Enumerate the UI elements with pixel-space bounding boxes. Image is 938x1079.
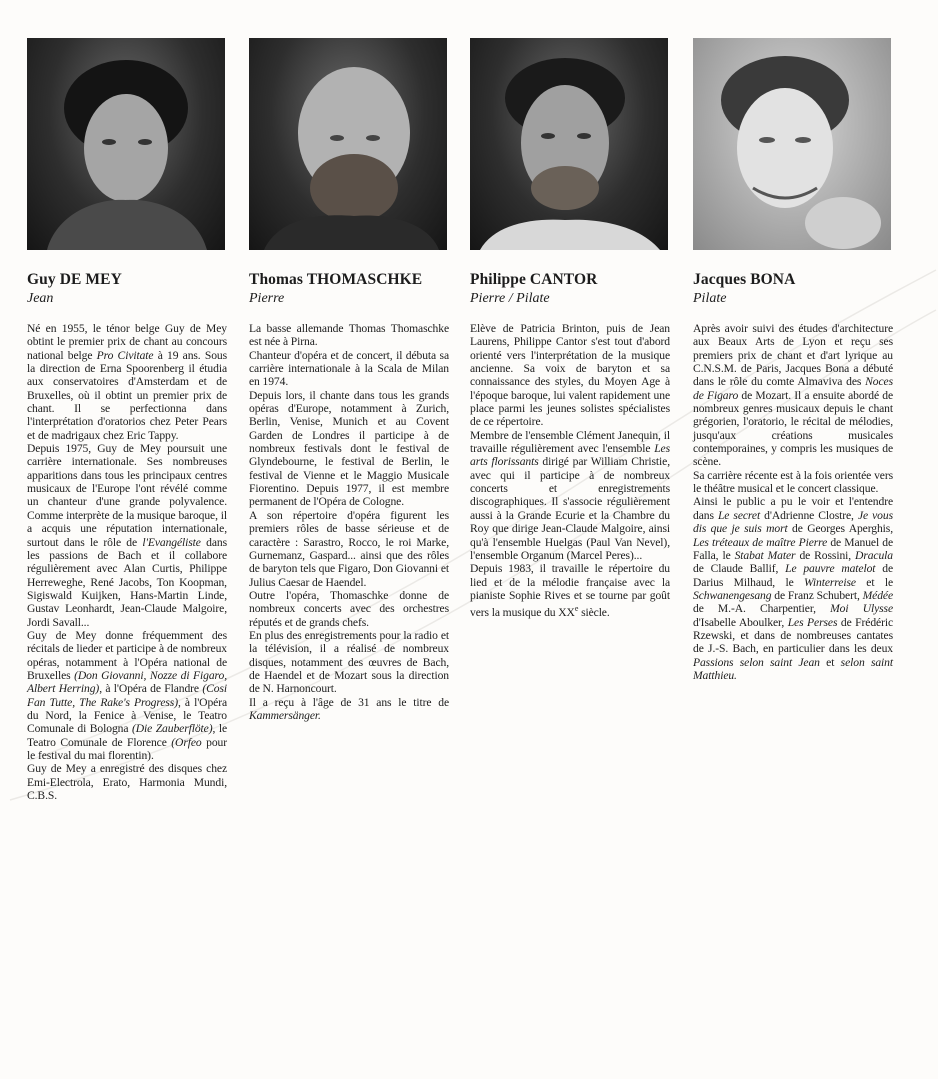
bio-text: Il a reçu à l'âge de 31 ans le titre de <box>249 695 449 709</box>
portrait-photo <box>27 38 225 250</box>
portrait-placeholder-icon <box>470 38 668 250</box>
artist-name: Jacques BONA <box>693 271 796 288</box>
bio-text: de Manuel de Falla, le <box>693 535 893 562</box>
bio-paragraph <box>249 509 449 589</box>
artist-card-guy-de-mey <box>27 38 227 802</box>
bio-paragraph <box>249 589 449 629</box>
bio-text: et <box>819 655 841 669</box>
portrait-placeholder-icon <box>27 38 225 250</box>
portrait-photo <box>470 38 668 250</box>
bio-paragraph <box>249 322 449 349</box>
artist-card-philippe-cantor <box>470 38 670 619</box>
bio-text: dans les passions de Bach et il collabore régulièrement avec Alan Curtis, Philippe Herreweghe, René Jacobs, Ton Koopman, Sigiswald Kuijken, Hans-Martin Linde, Gustav Leonhardt, Jean-Claude Malgoire, Jordi Savall... <box>27 535 228 629</box>
artist-role: Jean <box>27 291 54 306</box>
bio-text: Sa carrière récente est à la fois orientée vers le théâtre musical et le concert classique. <box>693 468 893 496</box>
portrait-placeholder-icon <box>693 38 891 250</box>
bio-text: de M.-A. Charpentier, <box>693 602 831 616</box>
italic-text: (Don Giovanni, Nozze di Figaro, Albert Herring) <box>27 668 227 696</box>
artist-bio <box>470 322 670 619</box>
bio-text: pour le festival du mai florentin). <box>27 735 227 762</box>
italic-text: Schwanengesang <box>693 588 772 602</box>
bio-text: de Darius Milhaud, le <box>693 562 894 589</box>
bio-paragraph <box>693 322 893 469</box>
bio-text: Chanteur d'opéra et de concert, il débuta sa carrière internationale à la Scala de Milan en 1974. <box>249 348 449 389</box>
bio-text: de Rossini, <box>795 548 856 562</box>
bio-paragraph <box>470 562 670 619</box>
bio-text: de Georges Aperghis, <box>787 522 893 536</box>
italic-text: selon saint Matthieu. <box>693 655 894 682</box>
bio-paragraph <box>249 389 449 509</box>
bio-text: Depuis 1975, Guy de Mey poursuit une carrière internationale. Ses nombreuses apparitions dans tous les principaux centres musicaux de l'Europe l'ont révélé comme un chanteur d'une grande polyvalence. Comme interprète de la musique baroque, il a acquis une réputation internationale, surtout dans le rôle de <box>27 442 227 549</box>
portrait-placeholder-icon <box>249 38 447 250</box>
bio-paragraph <box>27 442 227 629</box>
superscript-text: e <box>574 604 579 614</box>
italic-text: Médée <box>862 588 893 602</box>
bio-paragraph <box>27 322 227 442</box>
bio-text: , à l'Opéra de Flandre <box>99 682 203 696</box>
italic-text: Pro Civitate <box>96 348 154 362</box>
artist-bio <box>693 322 893 682</box>
artist-role: Pierre <box>249 291 285 306</box>
artist-name: Thomas THOMASCHKE <box>249 271 423 288</box>
bio-text: Né en 1955, le ténor belge Guy de Mey obtint le premier prix de chant au concours national belge <box>27 322 227 362</box>
portrait-photo <box>249 38 447 250</box>
bio-paragraph <box>470 322 670 429</box>
bio-text: d'Adrienne Clostre, <box>760 508 858 522</box>
bio-text: Ainsi le public a pu le voir et l'entendre dans <box>693 495 893 522</box>
bio-paragraph <box>470 429 670 562</box>
italic-text: Dracula <box>855 548 893 562</box>
italic-text: Le pauvre matelot <box>785 562 876 576</box>
bio-text: d'Isabelle Aboulker, <box>693 615 788 629</box>
bio-paragraph <box>693 469 893 496</box>
bio-paragraph <box>27 762 227 802</box>
italic-text: Kammersänger. <box>249 708 321 722</box>
artist-role: Pilate <box>693 291 727 306</box>
artist-role: Pierre / Pilate <box>470 291 550 306</box>
bio-text: Après avoir suivi des études d'architecture aux Beaux Arts de Lyon et reçu ses premiers prix de chant et d'art lyrique au C.N.S.M. de Paris, Jacques Bona a débuté dans le rôle du comte Almaviva des <box>693 322 893 389</box>
bio-text: Guy de Mey donne fréquemment des récitals de lieder et participe à de nombreux opéras, notamment à l'Opéra national de Bruxelles <box>27 628 227 682</box>
italic-text: (Orfeo <box>171 735 202 749</box>
italic-text: Je vous dis que je suis mort <box>693 508 893 536</box>
artist-card-jacques-bona <box>693 38 893 682</box>
artist-card-thomas-thomaschke <box>249 38 449 722</box>
artist-name: Guy DE MEY <box>27 271 122 288</box>
bio-text: En plus des enregistrements pour la radio et la télévision, il a réalisé de nombreux disques, notamment des œuvres de Bach, de Haendel et de Mozart sous la direction de N. Harnoncourt. <box>249 628 449 696</box>
italic-text: Stabat Mater <box>734 548 796 562</box>
artist-name: Philippe CANTOR <box>470 271 598 288</box>
italic-text: (Die Zauberflöte) <box>131 722 213 736</box>
bio-text: à 19 ans. Sous la direction de Erna Spoorenberg il étudia aux conservatoires d'Amsterdam et de Bruxelles, où il obtint un premier prix de chant. Il se perfectionna dans l'interprétation d'oratorios chez Peter Pears et de madrigaux chez Eric Tappy. <box>27 348 227 442</box>
bio-text: Membre de l'ensemble Clément Janequin, il travaille régulièrement avec l'ensemble <box>470 428 670 456</box>
bio-text: , le Teatro Comunale de Florence <box>27 722 228 749</box>
bio-text: de Frédéric Rzewski, et dans de nombreuses cantates de J.-S. Bach, en particulier dans les deux <box>693 615 893 656</box>
italic-text: Moi Ulysse <box>830 602 894 616</box>
bio-text: A son répertoire d'opéra figurent les premiers rôles de basse sérieuse et de caractère : Sarastro, Rocco, le roi Marke, Gurnemanz, Gaspard... ainsi que des rôles de baryton tels que Figaro, Don Giovanni et Julius Caesar de Haendel. <box>249 508 449 589</box>
italic-text: Noces de Figaro <box>693 375 893 402</box>
italic-text: Passions selon saint Jean <box>693 655 820 669</box>
bio-text: Depuis 1983, il travaille le répertoire du lied et de la mélodie française avec la pianiste Sophie Rives et se tourne par goût vers la musique du XX <box>470 562 670 620</box>
bio-paragraph <box>27 629 227 762</box>
italic-text: Les arts florissants <box>470 442 670 469</box>
bio-text: Outre l'opéra, Thomaschke donne de nombreux concerts avec des orchestres réputés et de grands chefs. <box>249 588 449 629</box>
bio-paragraph <box>249 349 449 389</box>
bio-text: , à l'Opéra du Nord, la Fenice à Venise, le Teatro Comunale di Bologna <box>27 695 228 736</box>
bio-text: La basse allemande Thomas Thomaschke est née à Pirna. <box>249 322 449 349</box>
artist-bio <box>27 322 227 802</box>
italic-text: Le secret <box>717 508 761 522</box>
bio-text: de Mozart. Il a ensuite abordé de nombreux genres musicaux depuis le chant grégorien, l'oratorio, le récital de mélodies, jusqu'aux créations musicales contemporaines, y compris les musiques de scène. <box>693 388 893 469</box>
artist-bio <box>249 322 449 722</box>
bio-text: de Franz Schubert, <box>771 588 863 602</box>
italic-text: Les tréteaux de maître Pierre <box>693 535 828 549</box>
bio-paragraph <box>249 629 449 696</box>
italic-text: Winterreise <box>803 575 856 589</box>
bio-text: Depuis lors, il chante dans tous les grands opéras d'Europe, notamment à Zurich, Berlin, Venise, Munich et au Covent Garden de Londres il participe à de nombreux festivals dont le festival de Glyndebourne, le festival de Berlin, le festival de Vienne et le Maggio Musicale Fiorentino. Depuis 1977, il est membre permanent de l'Opéra de Cologne. <box>249 388 449 509</box>
bio-text: dirigé par William Christie, avec qui il participe à de nombreux concerts et enregistrements discographiques. Il s'associe régulièrement aussi à la Grande Ecurie et la Chambre du Roy que dirige Jean-Claude Malgoire, ainsi qu'à l'ensemble Huelgas (Paul Van Nevel), l'ensemble Organum (Marcel Peres)... <box>470 455 670 562</box>
portrait-photo <box>693 38 891 250</box>
bio-text: de Claude Ballif, <box>693 562 786 576</box>
bio-text: siècle. <box>578 606 610 620</box>
bio-paragraph <box>249 696 449 723</box>
bio-text: Guy de Mey a enregistré des disques chez Emi-Electrola, Erato, Harmonia Mundi, C.B.S. <box>27 762 227 803</box>
italic-text: (Cosi Fan Tutte, The Rake's Progress) <box>27 682 227 709</box>
bio-paragraph <box>693 495 893 682</box>
bio-text: Elève de Patricia Brinton, puis de Jean Laurens, Philippe Cantor s'est tout d'abord orienté vers l'interprétation de la musique ancienne. Sa voix de baryton et sa connaissance des styles, du Moyen Age à l'époque baroque, lui valent rapidement une place parmi les jeunes solistes spécialistes de ce répertoire. <box>470 322 670 429</box>
bio-text: et le <box>855 575 893 589</box>
italic-text: Les Perses <box>787 615 838 629</box>
italic-text: l'Evangéliste <box>142 535 201 549</box>
